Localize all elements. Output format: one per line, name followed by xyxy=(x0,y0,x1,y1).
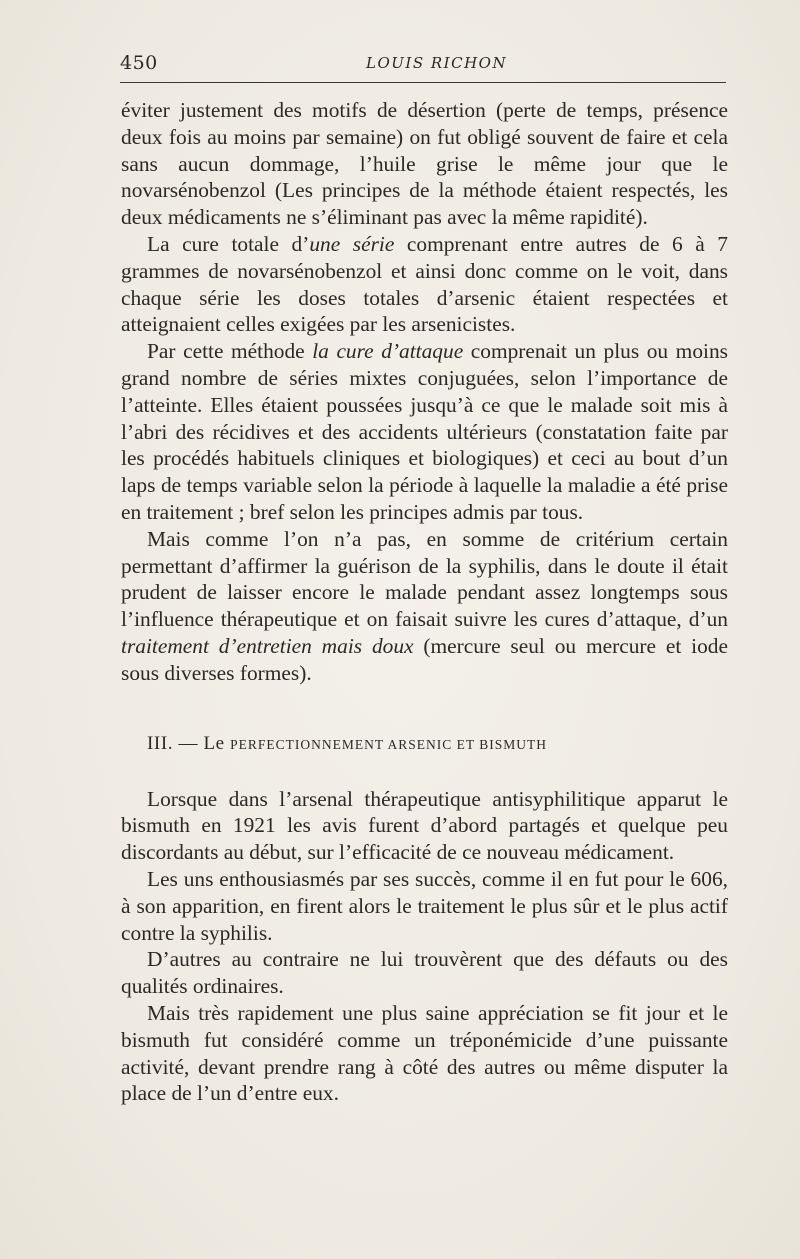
paragraph-2-text-a: La cure totale d’ xyxy=(147,231,310,256)
paragraph-3-text-a: Par cette méthode xyxy=(147,339,313,364)
paragraph-4-emphasis: traitement d’entretien mais doux xyxy=(121,633,414,658)
running-title: LOUIS RICHON xyxy=(366,54,508,72)
paragraph-6-text: Les uns enthousiasmés par ses succès, comme il en fut pour le 606, à son apparition, en firent alors le traitement le plus sûr et le plus actif contre la syphilis. xyxy=(121,866,728,945)
section-numeral: III. xyxy=(147,732,174,754)
paragraph-3-emphasis: la cure d’attaque xyxy=(312,339,464,364)
paragraph-6 xyxy=(121,866,728,946)
section-title-initial: Le xyxy=(203,732,225,754)
body-text xyxy=(121,97,728,1107)
paragraph-1-text: éviter justement des motifs de désertion (perte de temps, présence deux fois au moins par semaine) on fut obligé souvent de faire et cela sans aucun dommage, l’huile grise le même jour que le novarsénobenzol (Les principes de la méthode étaient respectés, les deux médicaments ne s’éliminant pas avec la même rapidité). xyxy=(121,98,728,230)
page-header xyxy=(120,52,726,78)
paragraph-3-text-b: comprenait un plus ou moins grand nombre de séries mixtes conjuguées, selon l’importance de l’atteinte. Elles étaient poussées jusqu’à ce que le malade soit mis à l’abri des récidives et des accidents ultérieurs (constatation faite par les procédés habituels cliniques et biologiques) et ceci au bout d’un laps de temps variable selon la période à laquelle la maladie a été prise en traitement ; bref selon les principes admis par tous. xyxy=(121,339,728,524)
paragraph-8 xyxy=(121,1000,728,1107)
paragraph-5-text: Lorsque dans l’arsenal thérapeutique antisyphilitique apparut le bismuth en 1921 les avis furent d’abord partagés et quelque peu discordants au début, sur l’efficacité de ce nouveau médicament. xyxy=(121,786,728,865)
spacer xyxy=(121,687,728,731)
section-title: PERFECTIONNEMENT ARSENIC ET BISMUTH xyxy=(230,736,547,752)
header-rule xyxy=(120,82,726,83)
section-heading xyxy=(147,731,728,758)
paragraph-2-text-b: comprenant entre autres de 6 à 7 grammes de novarsénobenzol et ainsi donc comme on le voit, dans chaque série les doses totales d’arsenic étaient respectées et atteignaient celles exigées par les arsenicistes. xyxy=(121,231,728,337)
section-dash: — xyxy=(178,732,199,754)
paragraph-4-text-b: (mercure seul ou mercure et iode sous diverses formes). xyxy=(121,633,728,685)
paragraph-4-text-a: Mais comme l’on n’a pas, en somme de critérium certain permettant d’affirmer la guérison de la syphilis, dans le doute il était prudent de laisser encore le malade pendant assez longtemps sous l’influence thérapeutique et on faisait suivre les cures d’attaque, d’un xyxy=(121,526,728,632)
paragraph-5 xyxy=(121,786,728,866)
paragraph-4 xyxy=(121,526,728,687)
page-number: 450 xyxy=(120,52,158,74)
paragraph-7-text: D’autres au contraire ne lui trouvèrent que des défauts ou des qualités ordinaires. xyxy=(121,947,728,999)
paragraph-2-emphasis: une série xyxy=(309,231,395,256)
paragraph-2 xyxy=(121,231,728,338)
paragraph-8-text: Mais très rapidement une plus saine appréciation se fit jour et le bismuth fut considéré comme un tréponémicide d’une puissante activité, devant prendre rang à côté des autres ou même disputer la place de l’un d’entre eux. xyxy=(121,1000,728,1106)
paragraph-3 xyxy=(121,338,728,526)
paragraph-1 xyxy=(121,97,728,231)
paragraph-7 xyxy=(121,946,728,1000)
spacer xyxy=(121,758,728,786)
